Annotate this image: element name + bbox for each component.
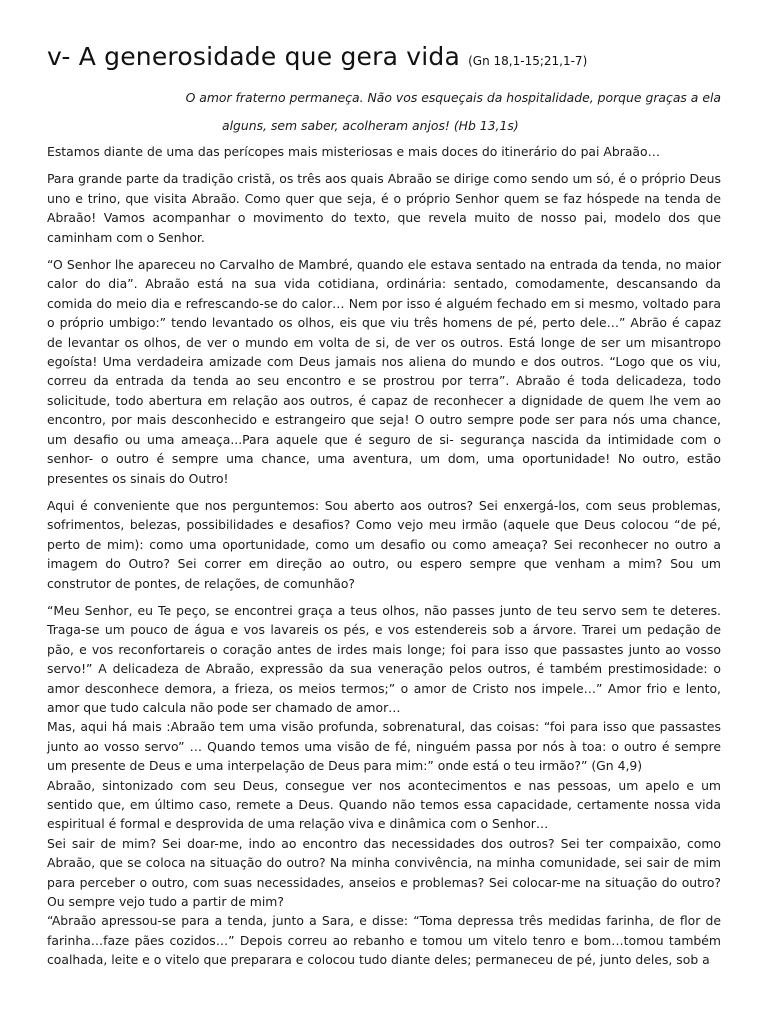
paragraph-sara: “Abraão apressou-se para a tenda, junto a Sara, e disse: “Toma depressa três medidas farinha, de flor de farinha…faze pães cozidos…” Depois correu ao rebanho e tomou um vitelo tenro e bom…tomou também coalhada, leite e o vitelo que preparara e colocou tudo diante deles; permaneceu de pé, junto deles, sob a: [47, 913, 721, 968]
paragraph-intro: Estamos diante de uma das perícopes mais misteriosas e mais doces do itinerário do pai Abraão…: [47, 144, 660, 159]
paragraph-tradition: Para grande parte da tradição cristã, os três aos quais Abraão se dirige como sendo um só, é o próprio Deus uno e trino, que visita Abraão. Como quer que seja, é o próprio Senhor quem se faz hóspede na tenda de Abraão! Vamos acompanhar o movimento do texto, que revela muito de nosso pai, modelo dos que caminham com o Senhor.: [47, 171, 721, 245]
paragraph-visao: Mas, aqui há mais :Abraão tem uma visão profunda, sobrenatural, das coisas: “foi para isso que passastes junto ao vosso servo” … Quando temos uma visão de fé, ninguém passa por nós à toa: o outro é sempre um presente de Deus e uma interpelação de Deus para mim:” onde está o teu irmão?” (Gn 4,9): [47, 719, 721, 774]
document-page: [47, 40, 721, 970]
epigraph-line-2: alguns, sem saber, acolheram anjos! (Hb 13,1s): [222, 118, 519, 133]
paragraph-mambre: “O Senhor lhe apareceu no Carvalho de Mambré, quando ele estava sentado na entrada da tenda, no maior calor do dia”. Abraão está na sua vida cotidiana, ordinária: sentado, comodamente, descansando da comida do meio dia e refrescando-se do calor… Nem por isso é alguém fechado em si mesmo, voltado para o próprio umbigo:” tendo levantado os olhos, eis que viu três homens de pé, perto dele…” Abrão é capaz de levantar os olhos, de ver o mundo em volta de si, de ver os outros. Está longe de ser um misantropo egoísta! Uma verdadeira amizade com Deus jamais nos aliena do mundo e dos outros. “Logo que os viu, correu da entrada da tenda ao seu encontro e se prostrou por terra”. Abraão é toda delicadeza, todo solicitude, todo abertura em relação aos outros, é capaz de reconhecer a dignidade de quem lhe vem ao encontro, por mais desconhecido e estrangeiro que seja! O outro sempre pode ser para nós uma chance, um desafio ou uma ameaça...Para aquele que é seguro de si- segurança nascida da intimidade com o senhor- o outro é sempre uma chance, uma aventura, um dom, uma oportunidade! No outro, estão presentes os sinais do Outro!: [47, 257, 721, 486]
paragraph-questions-2: Sei sair de mim? Sei doar-me, indo ao encontro das necessidades dos outros? Sei ter compaixão, como Abraão, que se coloca na situação do outro? Na minha convivência, na minha comunidade, sei sair de mim para perceber o outro, com suas necessidades, anseios e problemas? Sei colocar-me na situação do outro? Ou sempre vejo tudo a partir de mim?: [47, 835, 721, 910]
paragraph-meu-senhor: “Meu Senhor, eu Te peço, se encontrei graça a teus olhos, não passes junto de teu servo sem te deteres. Traga-se um pouco de água e vos lavareis os pés, e vos estendereis sob a árvore. Trarei um pedação de pão, e vos reconfortareis o coração antes de irdes mais longe; foi para isso que passastes junto ao vosso servo!” A delicadeza de Abraão, expressão da sua veneração pelos outros, é também prestimosidade: o amor desconhece demora, a frieza, os meios termos;” o amor de Cristo nos impele…” Amor frio e lento, amor que tudo calcula não pode ser chamado de amor…: [47, 602, 721, 715]
epigraph: [47, 84, 721, 140]
title-text: v- A generosidade que gera vida: [47, 42, 460, 71]
page-title: [47, 40, 721, 78]
epigraph-line-1: O amor fraterno permaneça. Não vos esqueçais da hospitalidade, porque graças a ela: [185, 90, 721, 105]
title-reference: (Gn 18,1-15;21,1-7): [468, 54, 588, 68]
paragraph-sintonizado: Abraão, sintonizado com seu Deus, consegue ver nos acontecimentos e nas pessoas, um apelo e um sentido que, em último caso, remete a Deus. Quando não temos essa capacidade, certamente nossa vida espiritual é formal e desprovida de uma relação viva e dinâmica com o Senhor…: [47, 777, 721, 832]
paragraph-questions-1: Aqui é conveniente que nos perguntemos: Sou aberto aos outros? Sei enxergá-los, com seus problemas, sofrimentos, belezas, possibilidades e desafios? Como vejo meu irmão (aquele que Deus colocou “de pé, perto de mim): como uma oportunidade, como um desafio ou como ameaça? Sei reconhecer no outro a imagem do Outro? Sei correr em direção ao outro, ou espero sempre que venham a mim? Sou um construtor de pontes, de relações, de comunhão?: [47, 497, 721, 591]
